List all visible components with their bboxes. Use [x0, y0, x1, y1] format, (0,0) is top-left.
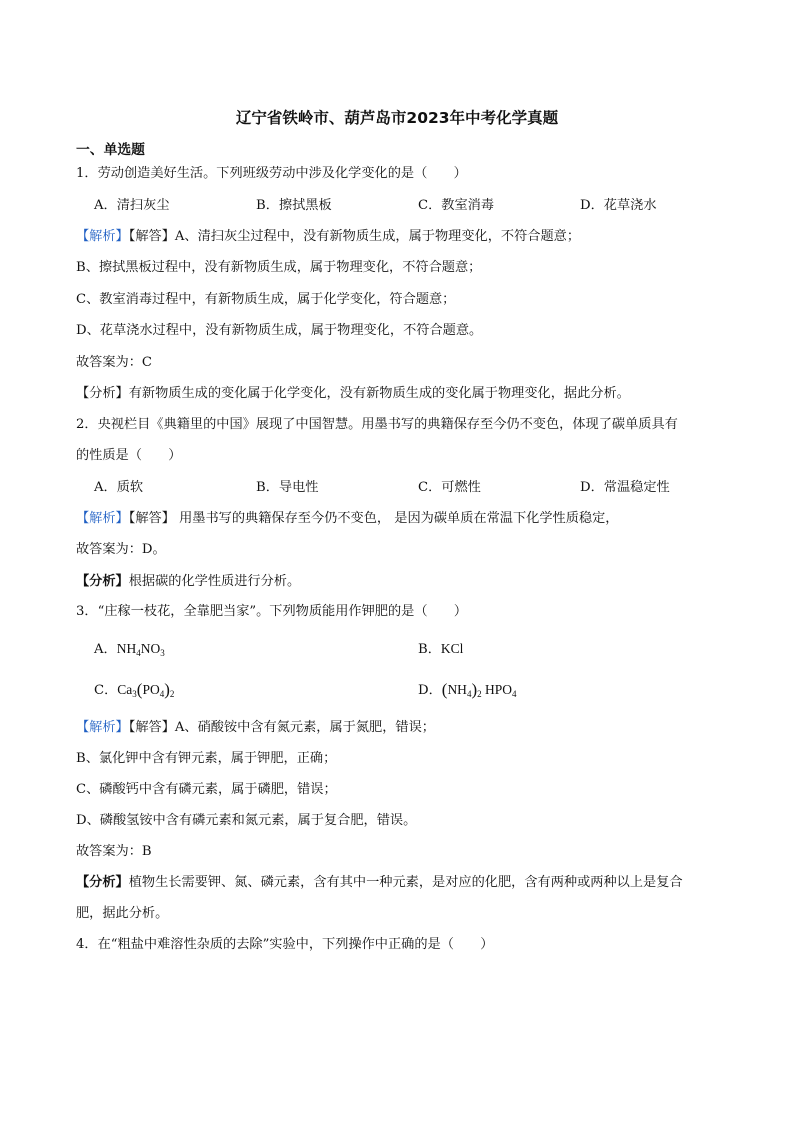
- q1-analysis-text: 有新物质生成的变化属于化学变化，没有新物质生成的变化属于物理变化，据此分析。: [128, 386, 630, 401]
- q2-option-d: D．常温稳定性: [580, 480, 670, 495]
- q3-analysis-line-2: 肥，据此分析。: [76, 906, 169, 921]
- q3-option-a-formula: $NH_4NO_3$: [116, 641, 165, 658]
- q3-option-d-label: D．: [418, 683, 442, 698]
- q3-option-b-label: B．: [418, 642, 441, 657]
- q3-option-d: [418, 681, 517, 703]
- q2-stem-line-1: 2．央视栏目《典籍里的中国》展现了中国智慧。用墨书写的典籍保存至今仍不变色，体现了碳单质具有: [76, 417, 678, 432]
- q1-option-a: A．清扫灰尘: [94, 198, 170, 213]
- q3-analysis-text: 植物生长需要钾、氮、磷元素，含有其中一种元素，是对应的化肥，含有两种或两种以上是复合: [128, 875, 683, 890]
- q4-stem: 4．在“粗盐中难溶性杂质的去除”实验中，下列操作中正确的是（ ）: [76, 937, 494, 952]
- q3-analysis-line-1: [76, 874, 683, 892]
- q2-solution-line-1: [76, 510, 618, 528]
- q1-answer: 故答案为：C: [76, 355, 153, 370]
- jiexi-tag: 【解析】: [76, 720, 129, 735]
- q3-option-a: [94, 640, 165, 662]
- q2-stem-line-2: 的性质是（ ）: [76, 448, 182, 463]
- q3-option-b-formula: KCl: [440, 641, 464, 656]
- q1-solution-line-3: C、教室消毒过程中，有新物质生成，属于化学变化，符合题意；: [76, 292, 456, 307]
- fenxi-tag: 【分析】: [76, 574, 129, 589]
- q2-answer: 故答案为：D。: [76, 542, 166, 557]
- q2-solution-text: 用墨书写的典籍保存至今仍不变色， 是因为碳单质在常温下化学性质稳定，: [174, 511, 619, 526]
- q2-analysis: [76, 573, 300, 591]
- q1-analysis: [76, 385, 630, 403]
- jiexi-tag: 【解析】: [76, 229, 129, 244]
- q1-solution-line-4: D、花草浇水过程中，没有新物质生成，属于物理变化，不符合题意。: [76, 323, 483, 338]
- q1-solution-line-2: B、擦拭黑板过程中，没有新物质生成，属于物理变化，不符合题意；: [76, 260, 482, 275]
- q2-option-b: B．导电性: [256, 480, 319, 495]
- jieda-tag: 【解答】: [128, 720, 175, 735]
- page-title: 辽宁省铁岭市、葫芦岛市2023年中考化学真题: [235, 109, 559, 127]
- q3-option-a-label: A．: [94, 642, 117, 657]
- q1-solution-line-1: [76, 228, 580, 246]
- jiexi-tag: 【解析】: [76, 511, 129, 526]
- fenxi-tag: 【分析】: [76, 875, 129, 890]
- q3-option-c: [94, 681, 174, 703]
- q2-option-a: A．质软: [94, 480, 144, 495]
- q3-stem: 3．“庄稼一枝花，全靠肥当家”。下列物质能用作钾肥的是（ ）: [76, 604, 468, 619]
- fenxi-tag: 【分析】: [76, 386, 129, 401]
- jieda-tag: 【解答】: [128, 511, 175, 526]
- q3-solution-line-2: B、氯化钾中含有钾元素，属于钾肥，正确；: [76, 751, 337, 766]
- q3-solution-line-4: D、磷酸氢铵中含有磷元素和氮元素，属于复合肥，错误。: [76, 813, 417, 828]
- q2-option-c: C．可燃性: [418, 480, 481, 495]
- q1-option-b: B．擦拭黑板: [256, 198, 332, 213]
- q3-solution-line-3: C、磷酸钙中含有磷元素，属于磷肥，错误；: [76, 782, 337, 797]
- q1-option-c: C．教室消毒: [418, 198, 495, 213]
- q1-stem: 1．劳动创造美好生活。下列班级劳动中涉及化学变化的是（ ）: [76, 166, 467, 181]
- q3-option-d-formula: $(NH_4)_2$ $HPO_4$: [441, 680, 517, 699]
- q3-solution-line-1: [76, 719, 435, 737]
- jieda-tag: 【解答】: [128, 229, 175, 244]
- q3-option-c-formula: $Ca_3(PO_4)_2$: [117, 680, 175, 699]
- q2-analysis-text: 根据碳的化学性质进行分析。: [128, 574, 301, 589]
- q1-solution-text: A、清扫灰尘过程中，没有新物质生成，属于物理变化，不符合题意；: [174, 229, 581, 244]
- q3-option-c-label: C．: [94, 683, 118, 698]
- q1-option-d: D．花草浇水: [580, 198, 657, 213]
- q3-answer: 故答案为：B: [76, 844, 152, 859]
- section-heading: 一、单选题: [76, 142, 145, 158]
- q3-solution-text: A、硝酸铵中含有氮元素，属于氮肥，错误；: [174, 720, 435, 735]
- q3-option-b: [418, 640, 463, 659]
